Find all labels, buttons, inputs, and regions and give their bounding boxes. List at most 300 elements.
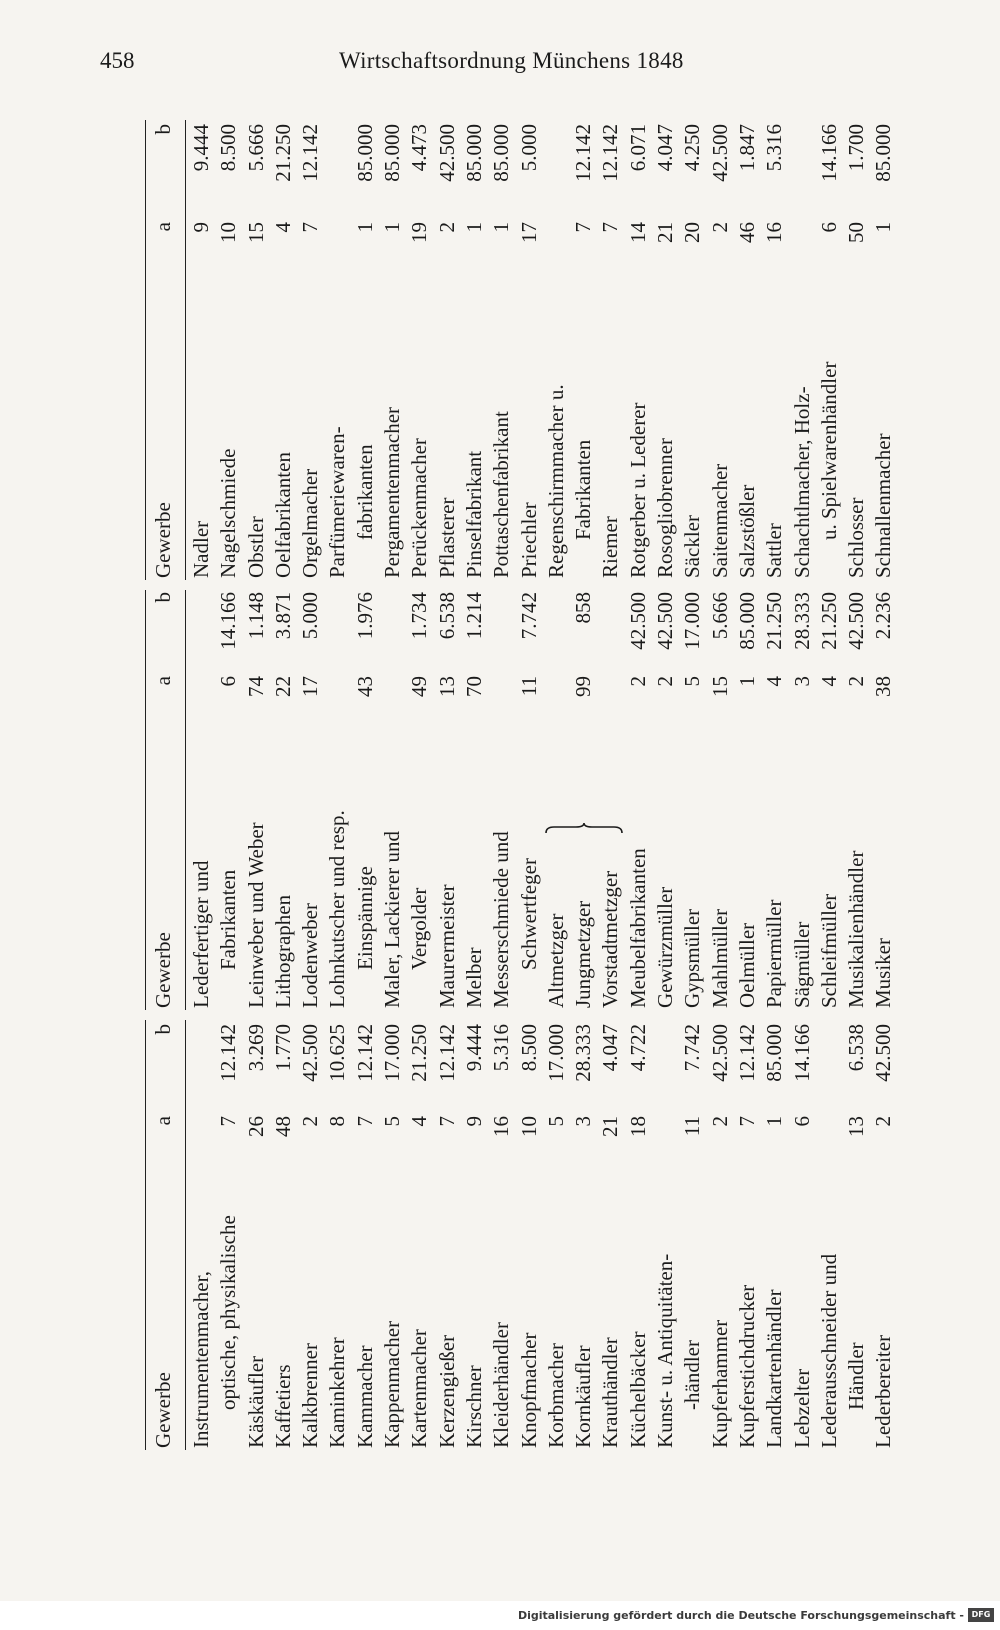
header-a: a xyxy=(151,222,175,232)
trade-name: Rosogliobrenner xyxy=(653,438,678,578)
trade-name: Meubelfabrikanten xyxy=(625,848,650,1008)
dfg-logo: DFG xyxy=(968,1608,994,1622)
table-row xyxy=(598,120,625,580)
header-a: a xyxy=(151,1116,175,1126)
value-a: 2 xyxy=(434,222,459,233)
value-a: 18 xyxy=(625,1116,650,1137)
value-b: 14.166 xyxy=(816,124,841,182)
value-b: 12.142 xyxy=(298,124,323,182)
value-b: 6.538 xyxy=(844,1024,869,1072)
trade-name: Kartenmacher xyxy=(407,1329,432,1448)
table-row xyxy=(380,120,407,580)
value-a: 15 xyxy=(243,222,268,243)
table-row xyxy=(790,120,817,580)
table-column-1 xyxy=(145,1020,896,1450)
trade-name: Knopfmacher xyxy=(516,1332,541,1448)
trade-name: -händler xyxy=(680,1340,705,1410)
value-b: 42.500 xyxy=(707,124,732,182)
trade-name: Salzstößler xyxy=(734,484,759,578)
table-row xyxy=(653,120,680,580)
trade-name: Lebzelter xyxy=(789,1368,814,1448)
brace-icon xyxy=(544,822,624,834)
value-a: 2 xyxy=(653,676,678,687)
value-b: 5.000 xyxy=(516,124,541,172)
value-b: 17.000 xyxy=(543,1024,568,1082)
trade-name: Lodenweber xyxy=(298,903,323,1008)
trade-name: Musiker xyxy=(871,938,896,1008)
value-a: 4 xyxy=(270,222,295,233)
table-row xyxy=(435,590,462,1010)
table-row xyxy=(325,1020,352,1450)
value-b: 28.333 xyxy=(571,1024,596,1082)
trade-name: Lithographen xyxy=(270,894,295,1008)
table-column-2 xyxy=(145,590,896,1010)
value-b: 28.333 xyxy=(789,592,814,650)
trade-name: Säckler xyxy=(680,515,705,578)
trade-name: Pergamentenmacher xyxy=(380,406,405,578)
value-a: 1 xyxy=(871,222,896,233)
table-row xyxy=(762,590,789,1010)
value-a: 49 xyxy=(407,676,432,697)
value-a: 3 xyxy=(789,676,814,687)
value-a: 17 xyxy=(516,222,541,243)
table-row xyxy=(189,1020,216,1450)
value-b: 42.500 xyxy=(871,1024,896,1082)
value-b: 12.142 xyxy=(216,1024,241,1082)
table-row xyxy=(407,120,434,580)
table-row xyxy=(216,120,243,580)
table-row xyxy=(844,590,871,1010)
table-row xyxy=(844,120,871,580)
value-b: 14.166 xyxy=(216,592,241,650)
table-row xyxy=(517,1020,544,1450)
value-a: 6 xyxy=(816,222,841,233)
value-b: 4.047 xyxy=(653,124,678,172)
value-a: 14 xyxy=(625,222,650,243)
value-a: 10 xyxy=(216,222,241,243)
value-b: 7.742 xyxy=(680,1024,705,1072)
value-b: 3.269 xyxy=(243,1024,268,1072)
table-row xyxy=(544,1020,571,1450)
value-a: 17 xyxy=(298,676,323,697)
value-b: 3.871 xyxy=(270,592,295,640)
trade-name: Kaffetiers xyxy=(270,1364,295,1448)
trade-name: Kleiderhändler xyxy=(489,1322,514,1448)
trade-name: Händler xyxy=(844,1342,869,1410)
table-row xyxy=(489,590,516,1010)
table-row xyxy=(298,590,325,1010)
trade-name: Orgelmacher xyxy=(298,468,323,578)
value-b: 85.000 xyxy=(734,592,759,650)
value-a: 7 xyxy=(571,222,596,233)
value-a: 8 xyxy=(325,1116,350,1127)
trade-name: Instrumentenmacher, xyxy=(189,1270,213,1448)
trade-name: optische, physikalische xyxy=(216,1215,241,1410)
value-b: 17.000 xyxy=(680,592,705,650)
trade-name: Parfümeriewaren- xyxy=(325,426,350,578)
value-a: 1 xyxy=(461,222,486,233)
trade-name: Messerschmiede und xyxy=(489,831,514,1008)
table-row xyxy=(462,1020,489,1450)
table-row xyxy=(435,120,462,580)
table-row xyxy=(353,1020,380,1450)
value-a: 4 xyxy=(816,676,841,687)
trade-name: Regenschirmmacher u. xyxy=(543,384,568,578)
trade-name: Perückenmacher xyxy=(407,438,432,578)
value-a: 1 xyxy=(380,222,405,233)
trade-name: Küchelbäcker xyxy=(625,1331,650,1448)
table-row xyxy=(680,590,707,1010)
trade-name: Fabrikanten xyxy=(216,869,241,970)
value-a: 11 xyxy=(516,676,541,697)
table-row xyxy=(325,120,352,580)
value-a: 7 xyxy=(734,1116,759,1127)
table-row xyxy=(325,590,352,1010)
trade-name: Sägmüller xyxy=(789,921,814,1008)
value-a: 19 xyxy=(407,222,432,243)
trade-name: Vorstadtmetzger xyxy=(598,870,623,1008)
table-column-3 xyxy=(145,120,896,580)
table-row xyxy=(462,590,489,1010)
value-b: 1.700 xyxy=(844,124,869,172)
footer xyxy=(0,1601,1000,1630)
trade-name: Sattler xyxy=(762,523,787,578)
table-row xyxy=(817,590,844,1010)
value-a: 1 xyxy=(734,676,759,687)
trade-name: Musikalienhändler xyxy=(844,850,869,1008)
top-rule xyxy=(145,590,146,1010)
trade-name: Kupferstichdrucker xyxy=(734,1284,759,1448)
table-row xyxy=(353,120,380,580)
trade-name: fabrikanten xyxy=(352,444,377,540)
trade-name: Schachtlmacher, Holz- xyxy=(789,386,814,578)
trade-name: Kaminkehrer xyxy=(325,1337,350,1448)
table-row xyxy=(517,590,544,1010)
table-row xyxy=(244,590,271,1010)
value-b: 1.148 xyxy=(243,592,268,640)
table-row xyxy=(817,120,844,580)
top-rule xyxy=(145,1020,146,1450)
trade-name: Käskäufler xyxy=(243,1355,268,1448)
value-b: 42.500 xyxy=(844,592,869,650)
trade-name: Kerzengießer xyxy=(434,1334,459,1448)
value-b: 5.666 xyxy=(243,124,268,172)
value-a: 3 xyxy=(571,1116,596,1127)
table-rows xyxy=(189,1020,899,1450)
value-a: 26 xyxy=(243,1116,268,1137)
value-b: 42.500 xyxy=(434,124,459,182)
table-row xyxy=(216,1020,243,1450)
value-a: 15 xyxy=(707,676,732,697)
value-a: 7 xyxy=(598,222,623,233)
table-row xyxy=(571,120,598,580)
trade-name: Mahlmüller xyxy=(707,908,732,1008)
header-a: a xyxy=(151,676,175,686)
value-a: 50 xyxy=(844,222,869,243)
value-b: 85.000 xyxy=(871,124,896,182)
table-row xyxy=(680,120,707,580)
trade-name: Kalkbrenner xyxy=(298,1343,323,1448)
trade-name: Lederbereiter xyxy=(871,1334,896,1448)
value-b: 85.000 xyxy=(461,124,486,182)
header-rule xyxy=(185,590,186,1010)
value-a: 5 xyxy=(543,1116,568,1127)
value-a: 21 xyxy=(653,222,678,243)
value-a: 21 xyxy=(598,1116,623,1137)
table-row xyxy=(598,590,625,1010)
value-a: 13 xyxy=(844,1116,869,1137)
value-b: 1.214 xyxy=(461,592,486,640)
table-row xyxy=(735,590,762,1010)
trade-name: Kappenmacher xyxy=(380,1320,405,1448)
trade-name: Pflasterer xyxy=(434,497,459,578)
value-b: 7.742 xyxy=(516,592,541,640)
value-b: 12.142 xyxy=(571,124,596,182)
trade-name: Korbmacher xyxy=(543,1343,568,1448)
table-row xyxy=(462,120,489,580)
trade-name: Oelfabrikanten xyxy=(270,452,295,578)
value-b: 1.976 xyxy=(352,592,377,640)
value-a: 7 xyxy=(352,1116,377,1127)
value-a: 6 xyxy=(789,1116,814,1127)
value-b: 85.000 xyxy=(352,124,377,182)
trade-name: Kammacher xyxy=(352,1345,377,1448)
table-row xyxy=(489,120,516,580)
value-b: 12.142 xyxy=(352,1024,377,1082)
value-b: 5.000 xyxy=(298,592,323,640)
value-a: 4 xyxy=(762,676,787,687)
trade-name: Kornkäufler xyxy=(571,1345,596,1448)
table-row xyxy=(762,120,789,580)
value-a: 48 xyxy=(270,1116,295,1137)
trade-name: Obstler xyxy=(243,516,268,578)
table-row xyxy=(435,1020,462,1450)
header-gewerbe: Gewerbe xyxy=(151,1372,175,1448)
trade-name: Schnallenmacher xyxy=(871,433,896,578)
trade-name: Oelmüller xyxy=(734,922,759,1008)
table-row xyxy=(626,1020,653,1450)
value-b: 6.538 xyxy=(434,592,459,640)
value-b: 9.444 xyxy=(189,124,213,172)
table-row xyxy=(871,1020,898,1450)
trade-name: Maler, Lackierer und xyxy=(380,831,405,1008)
table-row xyxy=(735,120,762,580)
table-row xyxy=(762,1020,789,1450)
value-b: 85.000 xyxy=(762,1024,787,1082)
trade-name: Nadler xyxy=(189,520,213,578)
value-b: 42.500 xyxy=(625,592,650,650)
value-a: 1 xyxy=(762,1116,787,1127)
value-a: 2 xyxy=(871,1116,896,1127)
trade-name: Lohnkutscher und resp. xyxy=(325,810,350,1008)
value-b: 2.236 xyxy=(871,592,896,640)
table-rows xyxy=(189,120,899,580)
table-row xyxy=(353,590,380,1010)
value-b: 858 xyxy=(571,592,596,624)
value-a: 13 xyxy=(434,676,459,697)
value-a: 2 xyxy=(844,676,869,687)
value-b: 1.734 xyxy=(407,592,432,640)
trade-name: Fabrikanten xyxy=(571,439,596,540)
table-row xyxy=(817,1020,844,1450)
value-b: 8.500 xyxy=(516,1024,541,1072)
trade-name: Melber xyxy=(461,947,486,1008)
value-b: 21.250 xyxy=(407,1024,432,1082)
value-a: 2 xyxy=(707,222,732,233)
header-b: b xyxy=(151,592,175,603)
value-a: 2 xyxy=(298,1116,323,1127)
value-a: 5 xyxy=(380,1116,405,1127)
value-b: 17.000 xyxy=(380,1024,405,1082)
trade-name: Lederfertiger und xyxy=(189,860,213,1008)
value-a: 10 xyxy=(516,1116,541,1137)
trade-name: Pottaschenfabrikant xyxy=(489,411,514,578)
table-row xyxy=(517,120,544,580)
value-b: 8.500 xyxy=(216,124,241,172)
trade-name: Altmetzger xyxy=(543,913,568,1008)
value-b: 85.000 xyxy=(380,124,405,182)
table-row xyxy=(298,1020,325,1450)
footer-credit: Digitalisierung gefördert durch die Deutsche Forschungsgemeinschaft - xyxy=(517,1609,964,1622)
value-a: 7 xyxy=(298,222,323,233)
table-row xyxy=(271,590,298,1010)
value-b: 14.166 xyxy=(789,1024,814,1082)
value-a: 2 xyxy=(625,676,650,687)
value-a: 70 xyxy=(461,676,486,697)
table-rows xyxy=(189,590,899,1010)
value-b: 1.770 xyxy=(270,1024,295,1072)
value-a: 38 xyxy=(871,676,896,697)
value-b: 42.500 xyxy=(707,1024,732,1082)
value-b: 5.316 xyxy=(762,124,787,172)
value-b: 42.500 xyxy=(653,592,678,650)
trade-name: Landkartenhändler xyxy=(762,1289,787,1448)
value-a: 99 xyxy=(571,676,596,697)
value-b: 5.666 xyxy=(707,592,732,640)
value-a: 74 xyxy=(243,676,268,697)
table-row xyxy=(598,1020,625,1450)
value-b: 21.250 xyxy=(762,592,787,650)
value-b: 5.316 xyxy=(489,1024,514,1072)
table-row xyxy=(680,1020,707,1450)
trade-name: Krauthändler xyxy=(598,1337,623,1448)
header-b: b xyxy=(151,124,175,135)
table-row xyxy=(844,1020,871,1450)
trade-name: Saitenmacher xyxy=(707,463,732,578)
trade-name: Schleifmüller xyxy=(816,893,841,1008)
trade-name: Priechler xyxy=(516,502,541,578)
value-a: 9 xyxy=(461,1116,486,1127)
table-row xyxy=(407,590,434,1010)
header-gewerbe: Gewerbe xyxy=(151,932,175,1008)
table-row xyxy=(380,590,407,1010)
trade-name: u. Spielwarenhändler xyxy=(816,361,841,540)
table-row xyxy=(708,120,735,580)
table-row xyxy=(653,590,680,1010)
trade-name: Schwertfeger xyxy=(516,858,541,970)
value-a: 16 xyxy=(489,1116,514,1137)
trade-name: Einspännige xyxy=(352,866,377,970)
table-row xyxy=(653,1020,680,1450)
table-row xyxy=(244,1020,271,1450)
trade-name: Kunst- u. Antiquitäten- xyxy=(653,1253,678,1448)
page-number: 458 xyxy=(100,48,135,73)
trade-name: Riemer xyxy=(598,516,623,578)
trade-name: Nagelschmiede xyxy=(216,448,241,578)
trade-name: Jungmetzger xyxy=(571,900,596,1008)
table-row xyxy=(189,120,216,580)
value-a: 2 xyxy=(707,1116,732,1127)
table-row xyxy=(871,590,898,1010)
value-b: 21.250 xyxy=(270,124,295,182)
value-b: 4.473 xyxy=(407,124,432,172)
value-a: 4 xyxy=(407,1116,432,1127)
trade-name: Maurermeister xyxy=(434,884,459,1008)
table-row xyxy=(189,590,216,1010)
value-b: 12.142 xyxy=(434,1024,459,1082)
value-b: 4.250 xyxy=(680,124,705,172)
table-row xyxy=(626,120,653,580)
table-row xyxy=(298,120,325,580)
trades-table xyxy=(145,120,896,1450)
table-row xyxy=(790,590,817,1010)
table-row xyxy=(489,1020,516,1450)
header-rule xyxy=(185,1020,186,1450)
value-b: 9.444 xyxy=(461,1024,486,1072)
table-row xyxy=(871,120,898,580)
value-a: 6 xyxy=(216,676,241,687)
table-row xyxy=(380,1020,407,1450)
trade-name: Pinselfabrikant xyxy=(461,450,486,578)
table-row xyxy=(735,1020,762,1450)
value-a: 1 xyxy=(352,222,377,233)
value-b: 10.625 xyxy=(325,1024,350,1082)
trade-name: Lederausschneider und xyxy=(816,1253,841,1448)
value-b: 12.142 xyxy=(734,1024,759,1082)
trade-name: Schlosser xyxy=(844,497,869,578)
value-a: 7 xyxy=(216,1116,241,1127)
value-b: 4.047 xyxy=(598,1024,623,1072)
value-b: 4.722 xyxy=(625,1024,650,1072)
value-a: 46 xyxy=(734,222,759,243)
table-row xyxy=(790,1020,817,1450)
value-b: 1.847 xyxy=(734,124,759,172)
value-a: 43 xyxy=(352,676,377,697)
table-row xyxy=(271,1020,298,1450)
table-row xyxy=(708,590,735,1010)
value-a: 7 xyxy=(434,1116,459,1127)
table-row xyxy=(407,1020,434,1450)
value-b: 21.250 xyxy=(816,592,841,650)
trade-name: Rotgerber u. Lederer xyxy=(625,402,650,578)
value-a: 16 xyxy=(762,222,787,243)
header-gewerbe: Gewerbe xyxy=(151,502,175,578)
table-row xyxy=(544,120,571,580)
table-row xyxy=(271,120,298,580)
table-row xyxy=(571,1020,598,1450)
table-row xyxy=(571,590,598,1010)
value-a: 5 xyxy=(680,676,705,687)
running-head xyxy=(0,48,1000,88)
trade-name: Gewürzmüller xyxy=(653,886,678,1008)
trade-name: Kupferhammer xyxy=(707,1319,732,1448)
table-row xyxy=(216,590,243,1010)
header-rule xyxy=(185,120,186,580)
table-row xyxy=(544,590,571,1010)
top-rule xyxy=(145,120,146,580)
trade-name: Gypsmüller xyxy=(680,908,705,1008)
value-a: 9 xyxy=(189,222,213,233)
